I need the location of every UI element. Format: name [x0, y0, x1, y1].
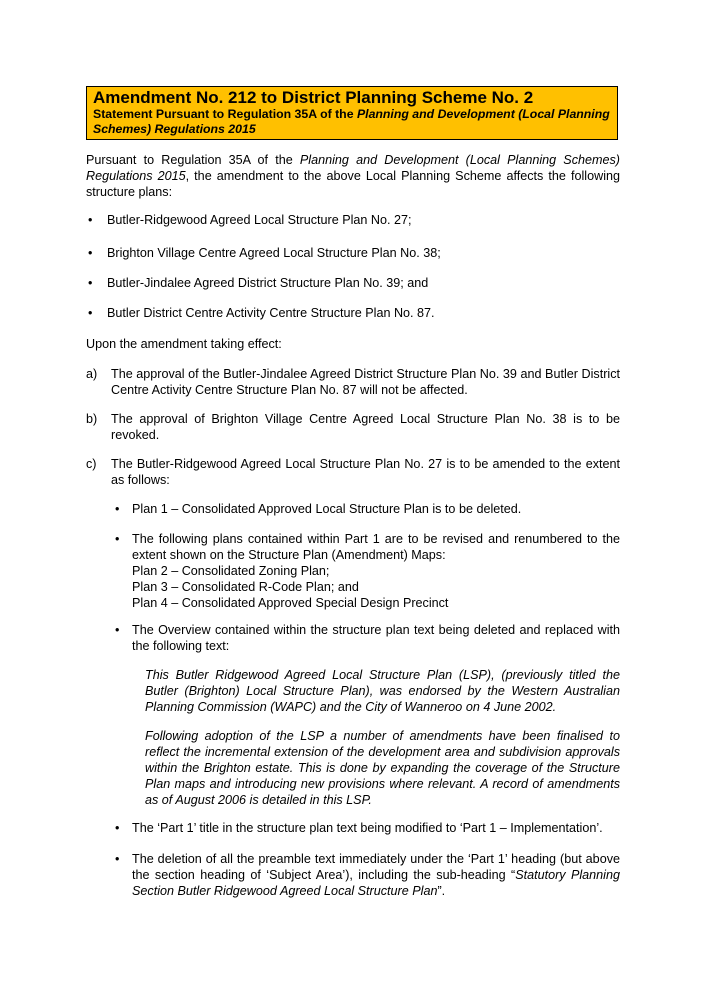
- effect-label: a): [86, 367, 98, 381]
- subtitle-plain: Statement Pursuant to Regulation 35A of the: [93, 107, 357, 121]
- structure-plan-text: Brighton Village Centre Agreed Local Structure Plan No. 38;: [107, 246, 441, 260]
- amendment-subtitle: [93, 107, 611, 137]
- structure-plan-text: Butler District Centre Activity Centre Structure Plan No. 87.: [107, 306, 435, 320]
- item5-part2: ”.: [437, 884, 446, 898]
- effect-label: b): [86, 412, 98, 426]
- subtitle-italic: Planning and Development (Local Planning Schemes) Regulations 2015: [93, 107, 610, 136]
- intro-regulation-italic: Planning and Development (Local Planning Schemes) Regulations 2015: [86, 153, 620, 183]
- amendment-title-box: [86, 86, 618, 140]
- overview-quote-1: This Butler Ridgewood Agreed Local Structure Plan (LSP), (previously titled the Butler (Brighton) Local Structure Plan), was endorsed by the Western Australian Planning Commission (WAPC) and the City of Wanneroo on 4 June 2002.: [145, 668, 620, 714]
- amendment-text: [132, 851, 620, 899]
- effect-text: The approval of the Butler-Jindalee Agreed District Structure Plan No. 39 and Butler District Centre Activity Centre Structure Plan No. 87 will not be affected.: [111, 367, 620, 397]
- plan-line: Plan 3 – Consolidated R-Code Plan; and: [132, 580, 359, 594]
- effect-text: The Butler-Ridgewood Agreed Local Structure Plan No. 27 is to be amended to the extent as follows:: [111, 457, 620, 487]
- amendment-text: Plan 1 – Consolidated Approved Local Structure Plan is to be deleted.: [132, 502, 522, 516]
- amendment-title: Amendment No. 212 to District Planning Scheme No. 2: [93, 88, 534, 107]
- plan-line: Plan 4 – Consolidated Approved Special Design Precinct: [132, 596, 449, 610]
- bullet-icon: •: [88, 213, 93, 227]
- structure-plan-text: Butler-Ridgewood Agreed Local Structure Plan No. 27;: [107, 213, 412, 227]
- bullet-icon: •: [88, 246, 93, 260]
- bullet-icon: •: [115, 502, 120, 516]
- plan-line: Plan 2 – Consolidated Zoning Plan;: [132, 564, 330, 578]
- intro-paragraph: [86, 152, 620, 200]
- effect-intro: Upon the amendment taking effect:: [86, 337, 282, 351]
- effect-text: The approval of Brighton Village Centre Agreed Local Structure Plan No. 38 is to be revoked.: [111, 412, 620, 442]
- bullet-icon: •: [115, 532, 120, 546]
- bullet-icon: •: [88, 306, 93, 320]
- overview-quote-2: Following adoption of the LSP a number of amendments have been finalised to reflect the incremental extension of the development area and subdivision approvals within the Brighton estate. This is done by expanding the coverage of the Structure Plan maps and introducing new provisions where relevant. A record of amendments as of August 2006 is detailed in this LSP.: [145, 729, 620, 807]
- amendment-text: The Overview contained within the structure plan text being deleted and replaced with the following text:: [132, 623, 620, 653]
- intro-part2: , the amendment to the above Local Planning Scheme affects the following structure plans:: [86, 169, 620, 199]
- bullet-icon: •: [115, 623, 120, 637]
- bullet-icon: •: [115, 852, 120, 866]
- effect-label: c): [86, 457, 97, 471]
- item5-part1: The deletion of all the preamble text immediately under the ‘Part 1’ heading (but above the section heading of ‘Subject Area’), including the sub-heading “: [132, 852, 620, 882]
- amendment-text: The ‘Part 1’ title in the structure plan text being modified to ‘Part 1 – Implementation’.: [132, 821, 603, 835]
- bullet-icon: •: [115, 821, 120, 835]
- amendment-text: [132, 531, 620, 611]
- intro-part1: Pursuant to Regulation 35A of the: [86, 153, 300, 167]
- bullet-icon: •: [88, 276, 93, 290]
- plans-intro: The following plans contained within Part 1 are to be revised and renumbered to the extent shown on the Structure Plan (Amendment) Maps:: [132, 532, 620, 562]
- structure-plan-text: Butler-Jindalee Agreed District Structure Plan No. 39; and: [107, 276, 429, 290]
- item5-italic: Statutory Planning Section Butler Ridgewood Agreed Local Structure Plan: [132, 868, 620, 898]
